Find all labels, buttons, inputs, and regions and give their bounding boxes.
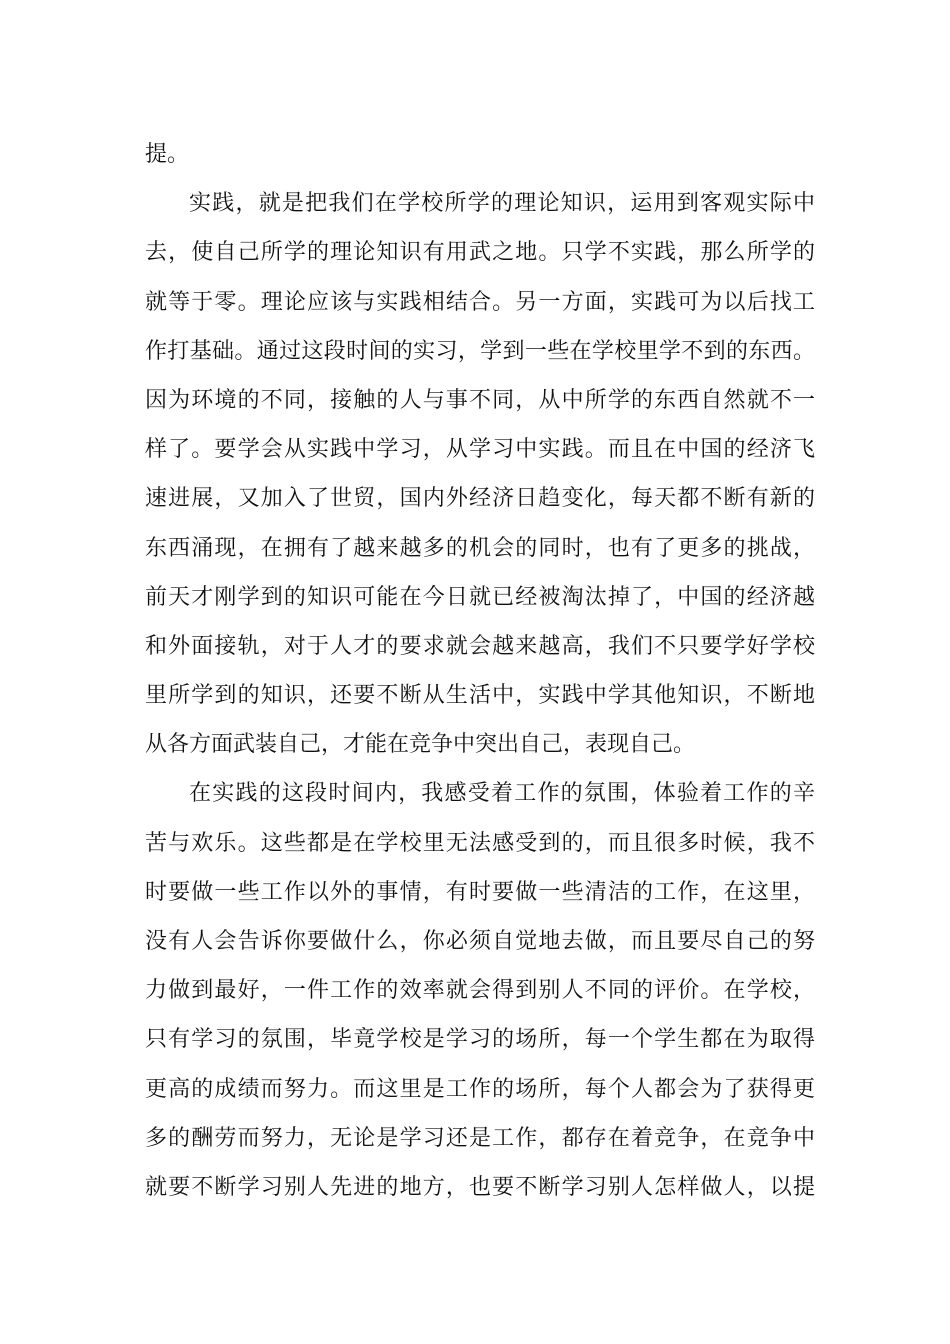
text-line: 从各方面武装自己，才能在竞争中突出自己，表现自己。 bbox=[145, 732, 696, 758]
text-line: 提。 bbox=[145, 142, 190, 167]
text-line: 没有人会告诉你要做什么，你必须自觉地去做，而且要尽自己的努 bbox=[145, 929, 815, 954]
text-line: 东西涌现，在拥有了越来越多的机会的同时，也有了更多的挑战， bbox=[145, 535, 815, 561]
text-line: 就要不断学习别人先进的地方，也要不断学习别人怎样做人，以提 bbox=[145, 1174, 815, 1200]
paragraph-first-line: 在实践的这段时间内，我感受着工作的氛围，体验着工作的辛 bbox=[189, 781, 815, 807]
text-line: 力做到最好，一件工作的效率就会得到别人不同的评价。在学校， bbox=[145, 978, 815, 1004]
text-line: 作打基础。通过这段时间的实习，学到一些在学校里学不到的东西。 bbox=[145, 338, 815, 364]
text-line: 就等于零。理论应该与实践相结合。另一方面，实践可为以后找工 bbox=[145, 289, 815, 315]
text-line: 多的酬劳而努力，无论是学习还是工作，都存在着竞争，在竞争中 bbox=[145, 1125, 815, 1151]
text-line: 因为环境的不同，接触的人与事不同，从中所学的东西自然就不一 bbox=[145, 387, 815, 413]
text-line: 更高的成绩而努力。而这里是工作的场所，每个人都会为了获得更 bbox=[145, 1076, 815, 1102]
text-line: 前天才刚学到的知识可能在今日就已经被淘汰掉了，中国的经济越 bbox=[145, 584, 815, 610]
text-line: 速进展，又加入了世贸，国内外经济日趋变化，每天都不断有新的 bbox=[145, 486, 815, 512]
text-line: 去，使自己所学的理论知识有用武之地。只学不实践，那么所学的 bbox=[145, 240, 815, 266]
text-line: 时要做一些工作以外的事情，有时要做一些清洁的工作，在这里， bbox=[145, 879, 815, 905]
text-line: 里所学到的知识，还要不断从生活中，实践中学其他知识，不断地 bbox=[145, 683, 815, 709]
text-line: 和外面接轨，对于人才的要求就会越来越高，我们不只要学好学校 bbox=[145, 633, 815, 659]
paragraph-first-line: 实践，就是把我们在学校所学的理论知识，运用到客观实际中 bbox=[189, 191, 815, 217]
text-line: 只有学习的氛围，毕竟学校是学习的场所，每一个学生都在为取得 bbox=[145, 1027, 815, 1053]
document-body bbox=[145, 130, 815, 1212]
text-line: 苦与欢乐。这些都是在学校里无法感受到的，而且很多时候，我不 bbox=[145, 830, 815, 856]
text-line: 样了。要学会从实践中学习，从学习中实践。而且在中国的经济飞 bbox=[145, 437, 815, 463]
